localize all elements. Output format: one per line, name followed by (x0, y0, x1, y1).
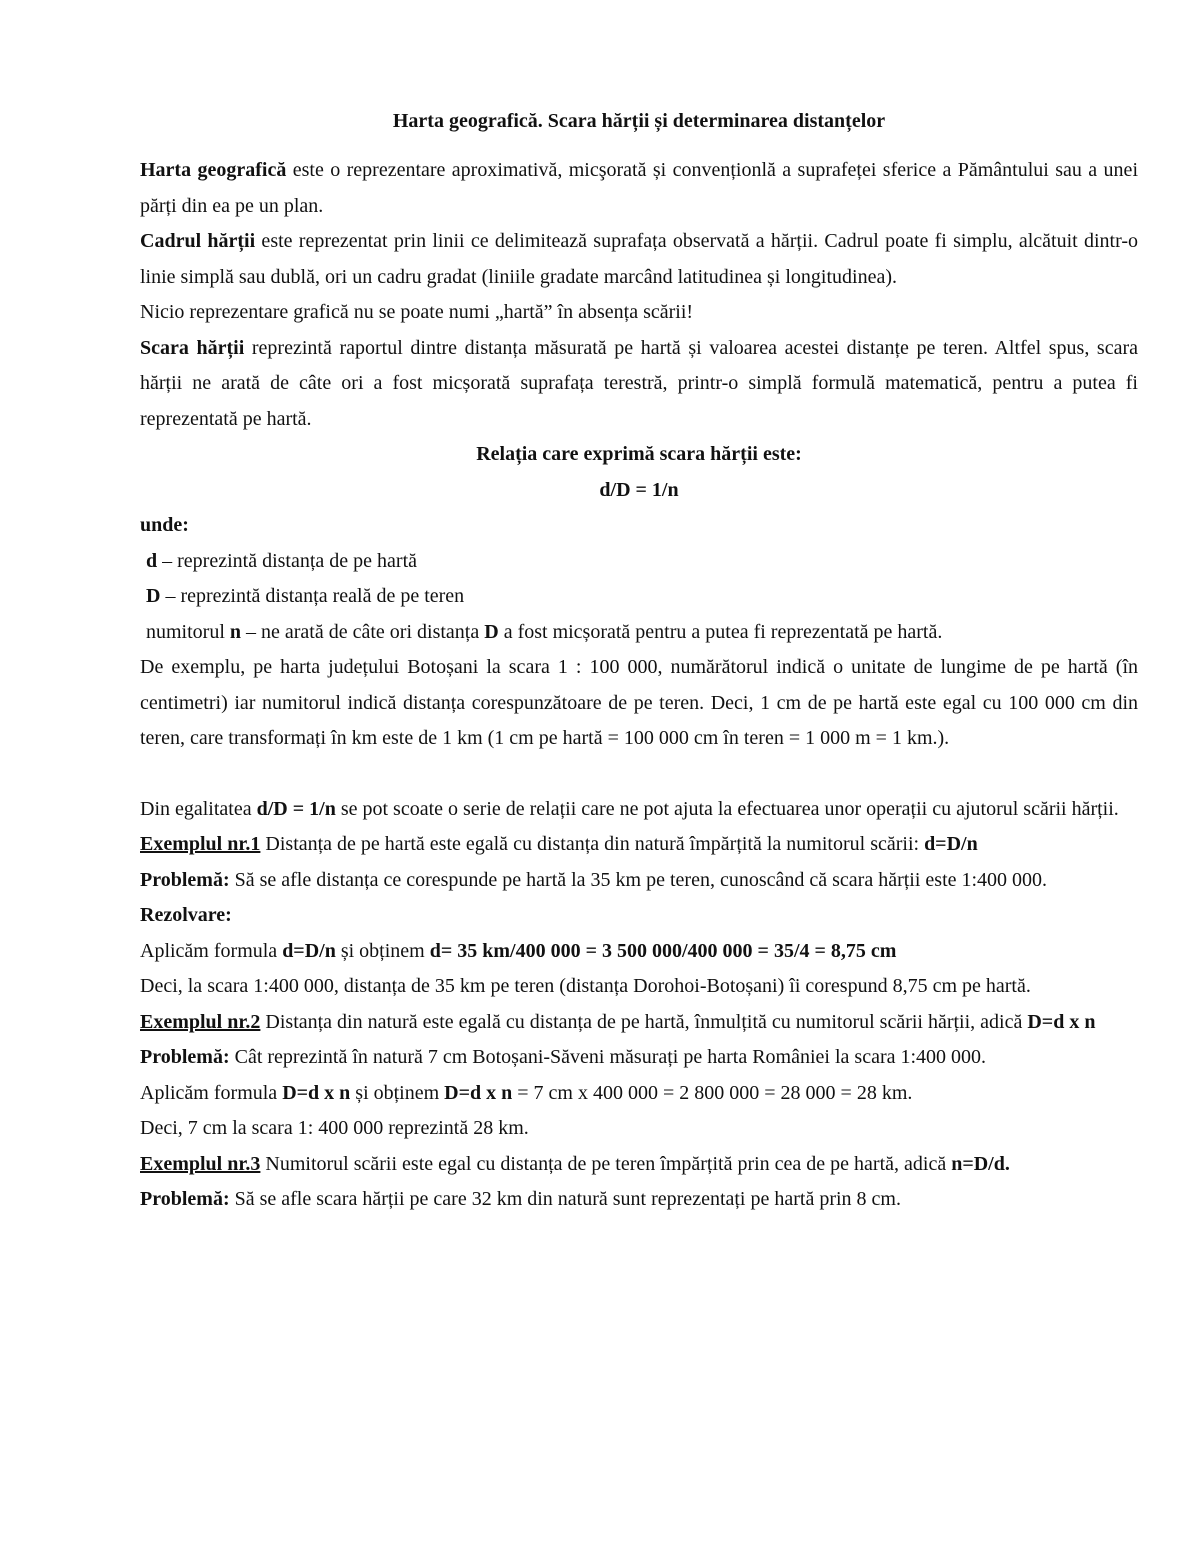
scale-text: reprezintă raportul dintre distanța măsurată pe hartă și valoarea acestei distanțe pe teren. Altfel spus, scara hărții ne arată de câte ori a fost micșorată suprafața terestră, printr-o simplă formulă matematică, pentru a putea fi reprezentată pe hartă. (140, 336, 1139, 430)
example2-text: Distanța din natură este egală cu distanța de pe hartă, înmulțită cu numitorul scării hărții, adică (260, 1010, 1028, 1033)
symbol-d: d (146, 549, 158, 572)
apply1-mid: și obținem (335, 939, 430, 962)
equality-formula: d/D = 1/n (256, 797, 336, 820)
problem2-text: Cât reprezintă în natură 7 cm Botoșani-Săveni măsurați pe harta României la scara 1:400 000. (229, 1046, 987, 1068)
symbol-D-inline: D (484, 620, 499, 643)
def-D (140, 579, 1138, 615)
term-scara: Scara hărții (140, 336, 245, 359)
def-n-pre: numitorul (146, 620, 230, 643)
term-harta: Harta geografică (140, 159, 287, 181)
example2-label: Exemplul nr.2 (140, 1010, 261, 1033)
example2-problem (140, 1040, 1138, 1076)
problem1-label: Problemă: (140, 868, 230, 891)
example3-label: Exemplul nr.3 (140, 1152, 261, 1175)
example3-heading (140, 1147, 1138, 1183)
frame-paragraph (140, 224, 1138, 295)
scale-paragraph (140, 331, 1138, 438)
example3-text: Numitorul scării este egal cu distanța de pe teren împărțită prin cea de pe hartă, adică (260, 1152, 952, 1175)
apply2-formula: D=d x n (282, 1081, 351, 1104)
example2-heading (140, 1005, 1138, 1041)
spacer (140, 757, 1138, 792)
example3-problem (140, 1182, 1138, 1218)
where-label: unde: (140, 514, 189, 536)
example1-formula: d=D/n (924, 833, 978, 855)
example1-text: Distanța de pe hartă este egală cu distanța din natură împărțită la numitorul scării: (260, 833, 925, 855)
apply1-calc: d= 35 km/400 000 = 3 500 000/400 000 = 35/4 = 8,75 cm (429, 939, 897, 962)
no-map-note: Nicio reprezentare grafică nu se poate numi „hartă” în absența scării! (140, 301, 694, 323)
problem3-text: Să se afle scara hărții pe care 32 km din natură sunt reprezentați pe hartă prin 8 cm. (229, 1188, 901, 1210)
page-title: Harta geografică. Scara hărții și determinarea distanțelor (392, 110, 886, 132)
def-n-mid: – ne arată de câte ori distanța (241, 620, 485, 643)
example1-apply (140, 934, 1138, 970)
relation-heading: Relația care exprimă scara hărții este: (476, 443, 802, 465)
equality-post: se pot scoate o serie de relații care ne pot ajuta la efectuarea unor operații cu ajutorul scării hărții. (335, 797, 1119, 820)
term-cadru: Cadrul hărții (140, 230, 256, 252)
definition-paragraph (140, 153, 1138, 224)
example1-label: Exemplul nr.1 (140, 833, 261, 855)
solution-label: Rezolvare: (140, 904, 232, 926)
def-D-text: – reprezintă distanța reală de pe teren (160, 585, 465, 607)
apply2-formula2: D=d x n (444, 1081, 513, 1104)
symbol-D: D (146, 585, 161, 607)
problem3-label: Problemă: (140, 1188, 230, 1210)
example1-conclusion: Deci, la scara 1:400 000, distanța de 35 km pe teren (distanța Dorohoi-Botoșani) îi corespund 8,75 cm pe hartă. (140, 975, 1031, 997)
example1-problem (140, 863, 1138, 899)
frame-text: este reprezentat prin linii ce delimitează suprafața observată a hărții. Cadrul poate fi simplu, alcătuit dintr-o linie simplă sau dublă, ori un cadru gradat (liniile gradate marcând latitudinea și longitudinea). (140, 230, 1138, 288)
example1-heading (140, 827, 1138, 863)
apply2-calc: = 7 cm x 400 000 = 2 800 000 = 28 000 = 28 km. (512, 1081, 913, 1104)
document-page (140, 103, 1138, 1218)
def-n-post: a fost micșorată pentru a putea fi reprezentată pe hartă. (498, 620, 943, 643)
def-d-text: – reprezintă distanța de pe hartă (157, 549, 417, 572)
def-n (140, 615, 1138, 651)
equality-pre: Din egalitatea (140, 797, 257, 820)
example2-apply (140, 1076, 1138, 1112)
apply1-formula: d=D/n (282, 939, 336, 962)
symbol-n: n (229, 620, 242, 643)
apply2-mid: și obținem (350, 1081, 445, 1104)
example2-conclusion: Deci, 7 cm la scara 1: 400 000 reprezintă 28 km. (140, 1117, 529, 1139)
definition-text: este o reprezentare aproximativă, micşorată și convenționlă a suprafeței sferice a Pământului sau a unei părți din ea pe un plan. (140, 159, 1138, 217)
problem2-label: Problemă: (140, 1046, 230, 1068)
apply1-pre: Aplicăm formula (140, 939, 283, 962)
scale-formula: d/D = 1/n (599, 478, 679, 501)
problem1-text: Să se afle distanța ce corespunde pe hartă la 35 km pe teren, cunoscând că scara hărții este 1:400 000. (229, 868, 1048, 891)
example3-formula: n=D/d. (951, 1152, 1010, 1175)
apply2-pre: Aplicăm formula (140, 1081, 283, 1104)
general-example: De exemplu, pe harta județului Botoșani la scara 1 : 100 000, numărătorul indică o unitate de lungime de pe hartă (în centimetri) iar numitorul indică distanța corespunzătoare de pe teren. Deci, 1 cm de pe hartă este egal cu 100 000 cm din teren, care transformați în km este de 1 km (1 cm pe hartă = 100 000 cm în teren = 1 000 m = 1 km.). (140, 656, 1138, 749)
example2-formula: D=d x n (1027, 1010, 1096, 1033)
def-d (140, 544, 1138, 580)
equality-paragraph (140, 792, 1138, 828)
